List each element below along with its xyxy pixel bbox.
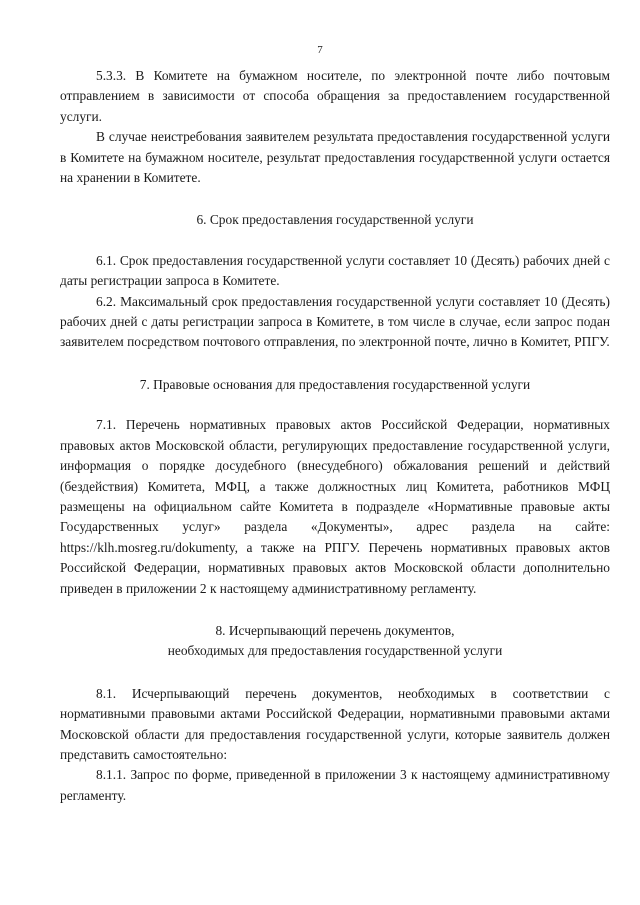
section-6-heading: 6. Срок предоставления государственной услуги — [196, 212, 474, 228]
paragraph-7-1: 7.1. Перечень нормативных правовых актов Российской Федерации, нормативных правовых актов Московской области, регулирующих предоставление государственной услуги, информация о порядке досудебного (внесудебного) обжалования решений и действий (бездействия) Комитета, МФЦ, а также должностных лиц Комитета, работников МФЦ размещены на официальном сайте Комитета в подразделе «Нормативные правовые акты Государственных услуг» раздела «Документы», адрес раздела на сайте: https://klh.mosreg.ru/dokumenty, а также на РПГУ. Перечень нормативных правовых актов Российской Федерации, нормативных правовых актов Московской области дополнительно приведен в приложении 2 к настоящему административному регламенту. — [60, 417, 610, 596]
paragraph-6-2: 6.2. Максимальный срок предоставления государственной услуги составляет 10 (Десять) рабочих дней с даты регистрации запроса в Комитете, в том числе в случае, если запрос подан заявителем посредством почтового отправления, по электронной почте, лично в Комитет, РПГУ. — [60, 293, 610, 350]
paragraph-unclaimed-result: В случае неистребования заявителем результата предоставления государственной услуги в Комитете на бумажном носителе, результат предоставления государственной услуги остается на хранении в Комитете. — [60, 129, 610, 186]
section-8-heading-line-2: необходимых для предоставления государственной услуги — [167, 643, 503, 659]
paragraph-5-3-3: 5.3.3. В Комитете на бумажном носителе, по электронной почте либо почтовым отправлением в зависимости от способа обращения за предоставлением государственной услуги. — [60, 68, 610, 124]
document-body — [60, 66, 610, 806]
paragraph-8-1: 8.1. Исчерпывающий перечень документов, необходимых в соответствии с нормативными правовыми актами Российской Федерации, нормативными правовыми актами Московской области для предоставления государственной услуги, которые заявитель должен представить самостоятельно: — [60, 685, 610, 762]
paragraph-6-1: 6.1. Срок предоставления государственной услуги составляет 10 (Десять) рабочих дней с даты регистрации запроса в Комитете. — [60, 252, 610, 289]
page-number: 7 — [317, 44, 323, 56]
paragraph-8-1-1: 8.1.1. Запрос по форме, приведенной в приложении 3 к настоящему административному регламенту. — [60, 767, 610, 803]
section-7-heading: 7. Правовые основания для предоставления государственной услуги — [139, 376, 531, 392]
section-8-heading-line-1: 8. Исчерпывающий перечень документов, — [215, 622, 455, 638]
